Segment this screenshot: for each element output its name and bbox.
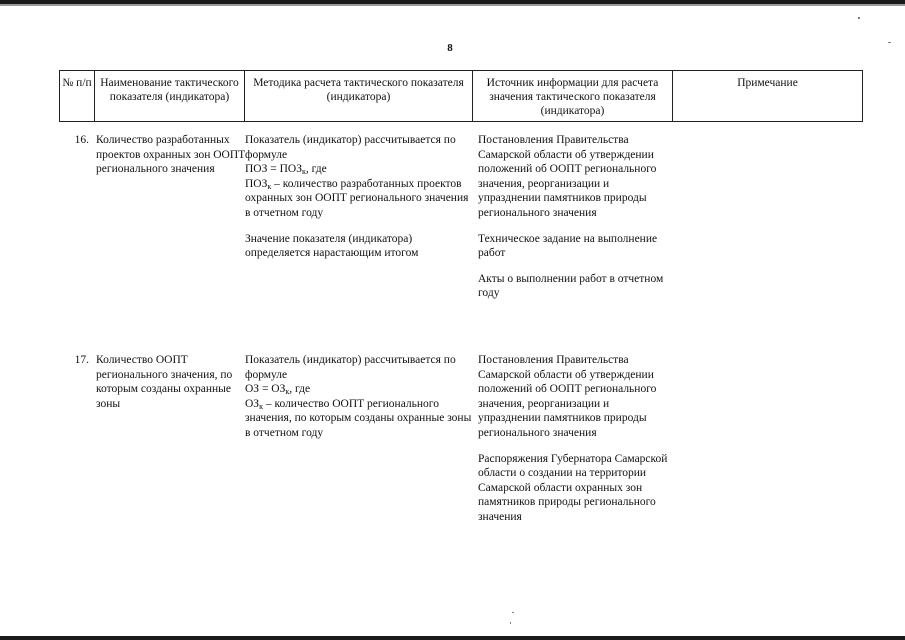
table-row xyxy=(59,133,849,353)
scan-speck xyxy=(510,622,511,624)
method-extra: Значение показателя (индикатора) определяется нарастающим итогом xyxy=(245,232,419,260)
header-num: № п/п xyxy=(60,71,95,122)
header-method: Методика расчета тактического показателя (индикатора) xyxy=(245,71,473,122)
row-number: 16. xyxy=(74,134,89,146)
method-formula: ОЗ = $ОЗ_к$, где xyxy=(245,383,311,397)
method-intro: Показатель (индикатор) рассчитывается по формуле xyxy=(245,354,456,381)
method-intro: Показатель (индикатор) рассчитывается по формуле xyxy=(245,134,456,161)
header-note: Примечание xyxy=(673,71,863,122)
scan-speck xyxy=(888,42,891,43)
header-source: Источник информации для расчета значения тактического показателя (индикатора) xyxy=(473,71,673,122)
source-item: Постановления Правительства Самарской области об утверждении положений об ООПТ регионального значения, реорганизации и упразднении памятников природы регионального значения xyxy=(478,354,657,439)
page-number: 8 xyxy=(447,42,453,54)
scan-speck xyxy=(512,612,514,613)
calculation-method xyxy=(245,133,473,261)
indicator-name: Количество разработанных проектов охранных зон ООПТ регионального значения xyxy=(96,134,246,176)
method-definition: $ПОЗ_к$ – количество разработанных проектов охранных зон ООПТ регионального значения в отчетном году xyxy=(245,177,469,219)
scan-speck xyxy=(858,17,860,19)
indicator-name: Количество ООПТ регионального значения, по которым созданы охранные зоны xyxy=(96,354,233,410)
header-row xyxy=(60,71,863,122)
source-item: Постановления Правительства Самарской области об утверждении положений об ООПТ регионального значения, реорганизации и упразднении памятников природы регионального значения xyxy=(478,134,657,219)
information-source xyxy=(478,353,668,525)
calculation-method xyxy=(245,353,473,441)
scan-border-bottom xyxy=(0,636,905,640)
row-number: 17. xyxy=(74,354,89,366)
source-item: Акты о выполнении работ в отчетном году xyxy=(478,272,664,300)
scan-border-top-shadow xyxy=(0,4,905,6)
header-name: Наименование тактического показателя (индикатора) xyxy=(95,71,245,122)
table-body xyxy=(59,133,849,573)
table-row xyxy=(59,353,849,573)
source-item: Распоряжения Губернатора Самарской области о создании на территории Самарской области охранных зон памятников природы регионального значения xyxy=(478,452,668,523)
method-definition: $ОЗ_к$ – количество ООПТ регионального значения, по которым созданы охранные зоны в отчетном году xyxy=(245,397,472,439)
table-header xyxy=(59,70,863,122)
source-item: Техническое задание на выполнение работ xyxy=(478,232,658,260)
information-source xyxy=(478,133,668,301)
method-formula: ПОЗ = $ПОЗ_к$, где xyxy=(245,163,327,177)
